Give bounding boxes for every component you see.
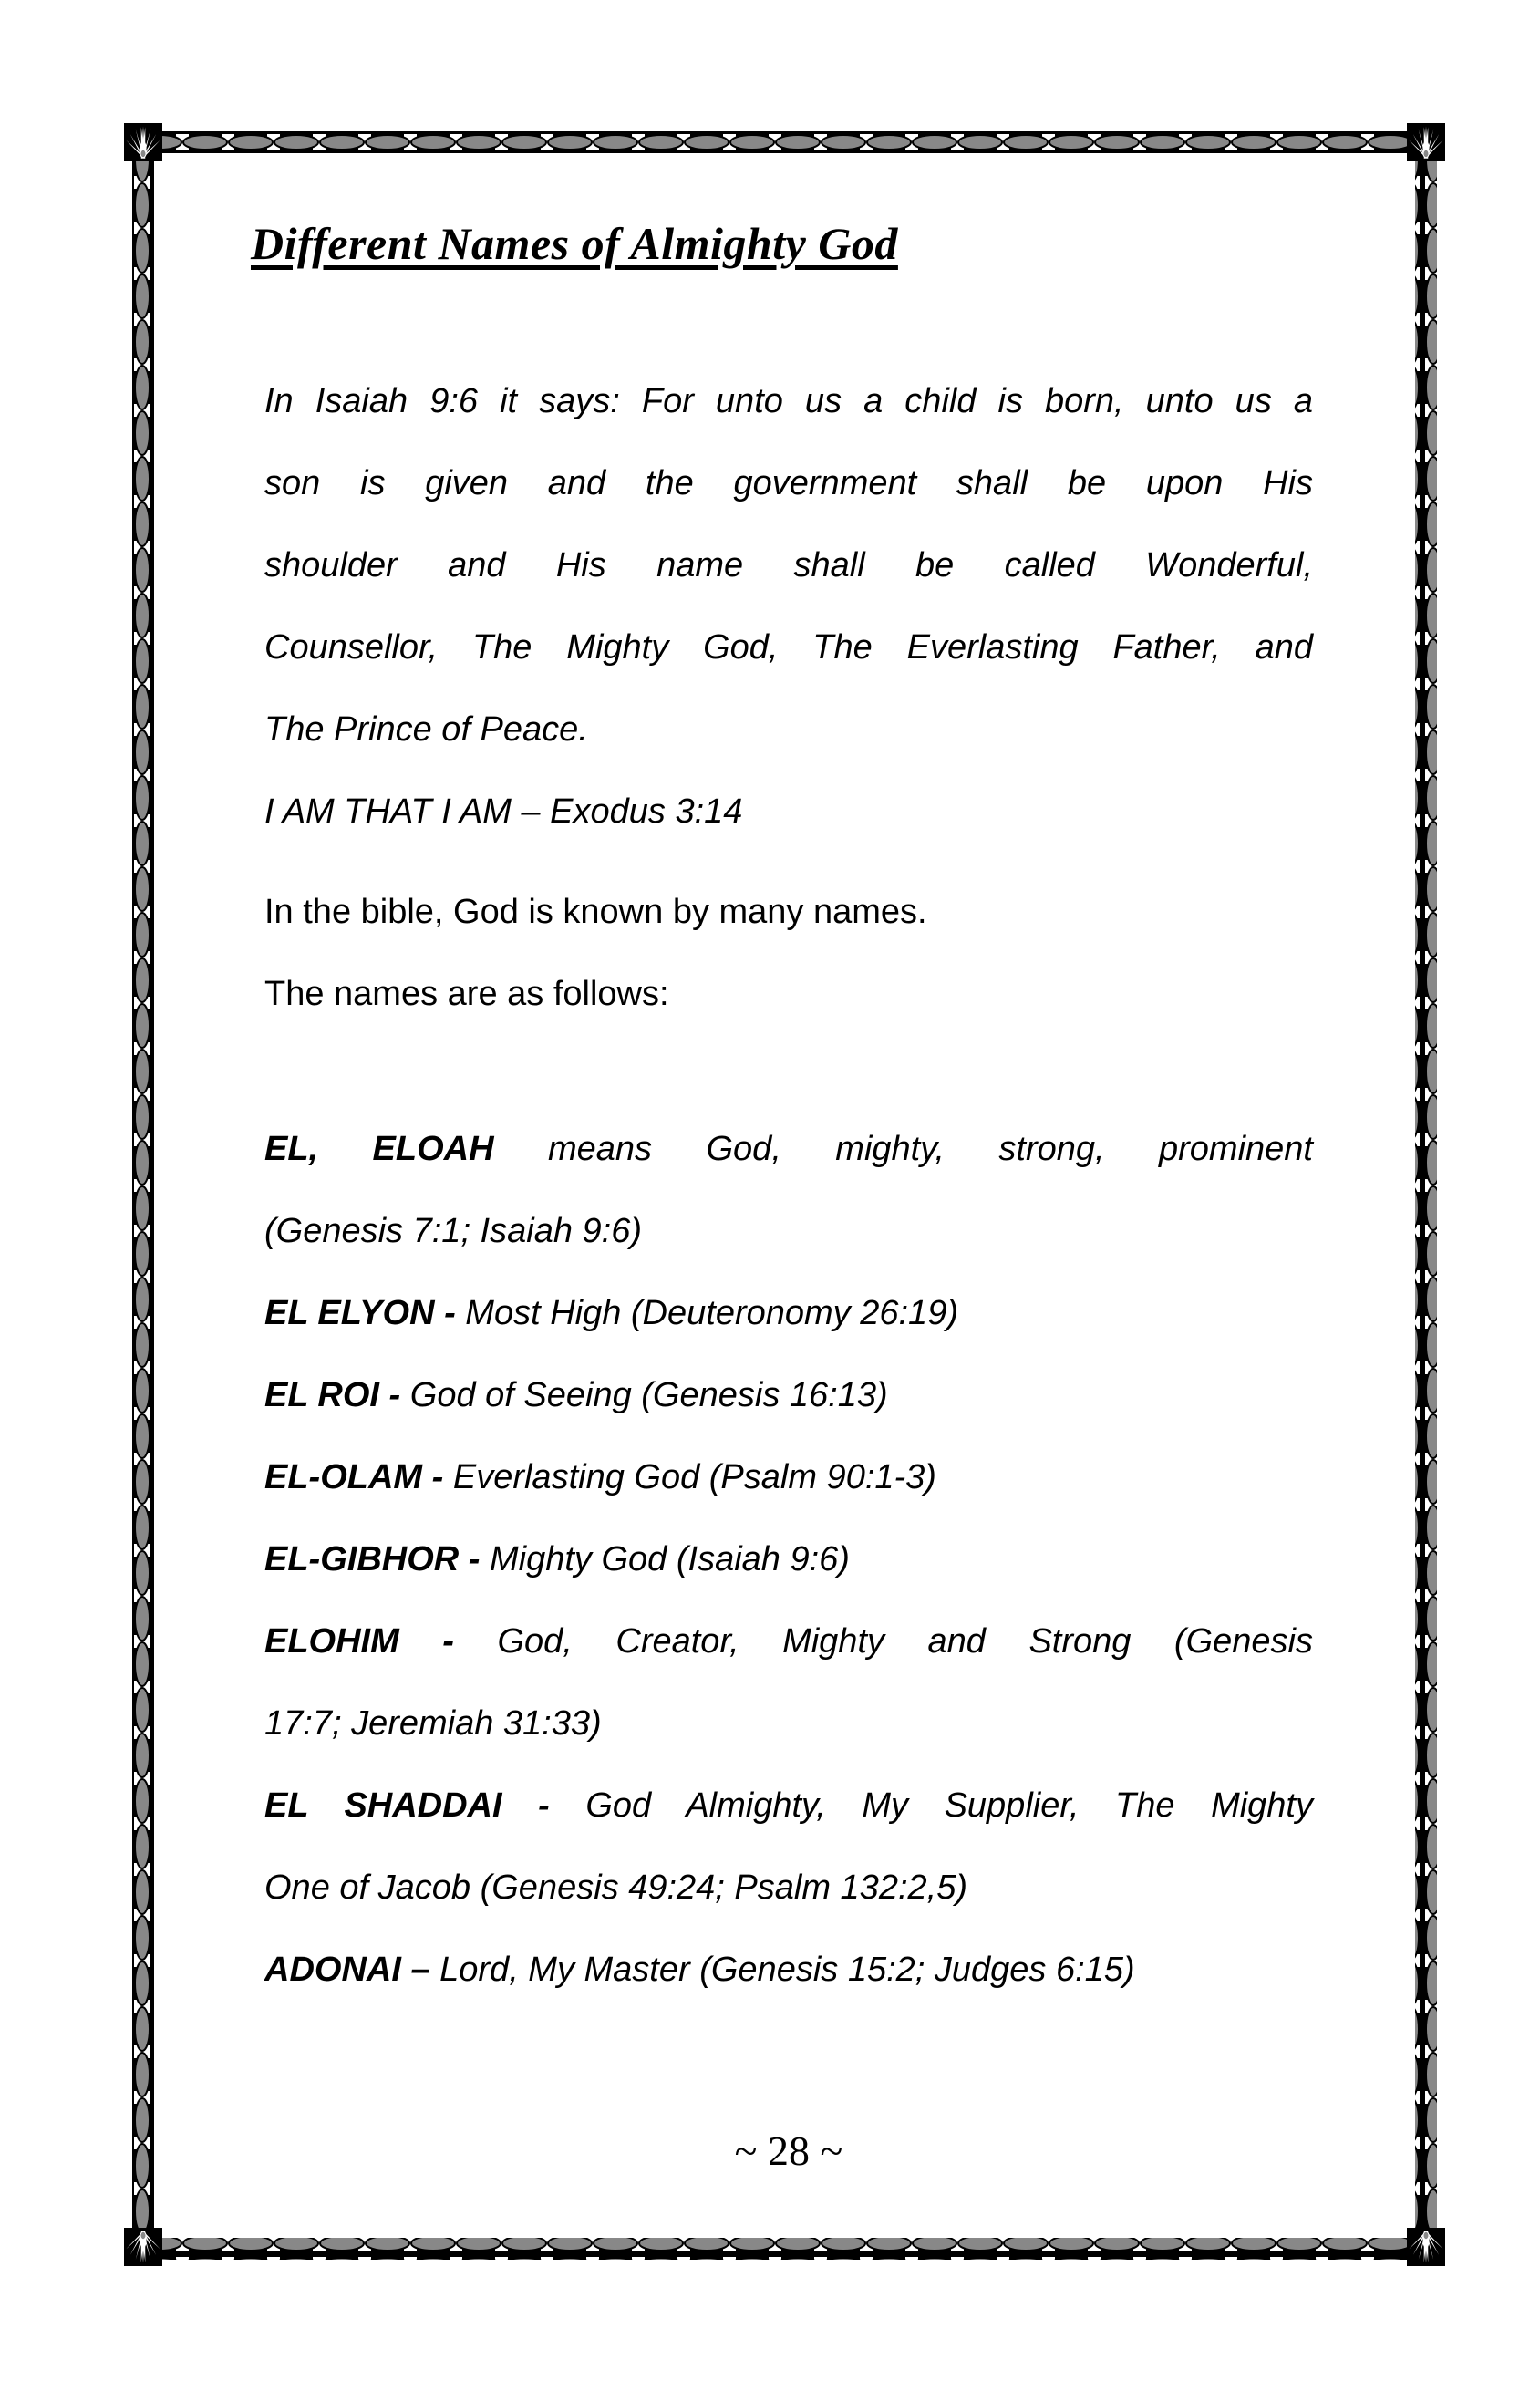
name-entry	[264, 1272, 1313, 1354]
name-description: Mighty God (Isaiah 9:6)	[480, 1540, 850, 1578]
divine-name: ELOHIM -	[264, 1622, 454, 1661]
quote-line: son is given and the government shall be upon His	[264, 464, 1313, 502]
name-entry	[264, 1600, 1313, 1765]
entry-line: One of Jacob (Genesis 49:24; Psalm 132:2,5)	[264, 1868, 967, 1907]
name-entry	[264, 1436, 1313, 1518]
name-entry	[264, 1765, 1313, 1929]
entry-line	[264, 1272, 1313, 1354]
divine-name: EL, ELOAH	[264, 1130, 494, 1168]
name-description: God of Seeing (Genesis 16:13)	[400, 1376, 888, 1414]
name-description: God, Creator, Mighty and Strong (Genesis	[453, 1622, 1313, 1661]
divine-name: EL SHADDAI -	[264, 1786, 550, 1825]
name-entry	[264, 1929, 1313, 2011]
name-entry	[264, 1354, 1313, 1436]
names-list	[264, 1108, 1313, 2011]
entry-line	[264, 1765, 1313, 1847]
divine-name: EL ELYON -	[264, 1294, 456, 1332]
divine-name: EL-GIBHOR -	[264, 1540, 481, 1578]
entry-line: (Genesis 7:1; Isaiah 9:6)	[264, 1212, 642, 1250]
intro-line: In the bible, God is known by many names.	[264, 893, 927, 931]
name-description: Lord, My Master (Genesis 15:2; Judges 6:15)	[429, 1951, 1135, 1989]
entry-line	[264, 1108, 1313, 1190]
name-entry	[264, 1108, 1313, 1272]
quote-line: shoulder and His name shall be called Wonderful,	[264, 546, 1313, 585]
entry-line	[264, 1929, 1313, 2011]
page-number: ~ 28 ~	[734, 2127, 843, 2174]
quote-line: I AM THAT I AM – Exodus 3:14	[264, 792, 743, 831]
entry-line	[264, 1436, 1313, 1518]
entry-line: 17:7; Jeremiah 31:33)	[264, 1704, 602, 1743]
quote-line: In Isaiah 9:6 it says: For unto us a child is born, unto us a	[264, 382, 1313, 420]
divine-name: ADONAI –	[264, 1951, 430, 1989]
name-description: God Almighty, My Supplier, The Mighty	[549, 1786, 1313, 1825]
scripture-quote-paragraph	[264, 360, 1313, 853]
name-description: means God, mighty, strong, prominent	[493, 1130, 1313, 1168]
quote-line: The Prince of Peace.	[264, 710, 588, 749]
page-title: Different Names of Almighty God	[251, 218, 898, 269]
entry-line	[264, 1518, 1313, 1600]
entry-line	[264, 1354, 1313, 1436]
name-description: Most High (Deuteronomy 26:19)	[455, 1294, 958, 1332]
name-entry	[264, 1518, 1313, 1600]
entry-line	[264, 1600, 1313, 1682]
intro-line: The names are as follows:	[264, 975, 669, 1013]
divine-name: EL ROI -	[264, 1376, 401, 1414]
quote-line: Counsellor, The Mighty God, The Everlasting Father, and	[264, 628, 1313, 667]
intro-paragraph	[264, 953, 1313, 1035]
name-description: Everlasting God (Psalm 90:1-3)	[443, 1458, 936, 1496]
divine-name: EL-OLAM -	[264, 1458, 444, 1496]
intro-paragraph	[264, 871, 1313, 953]
